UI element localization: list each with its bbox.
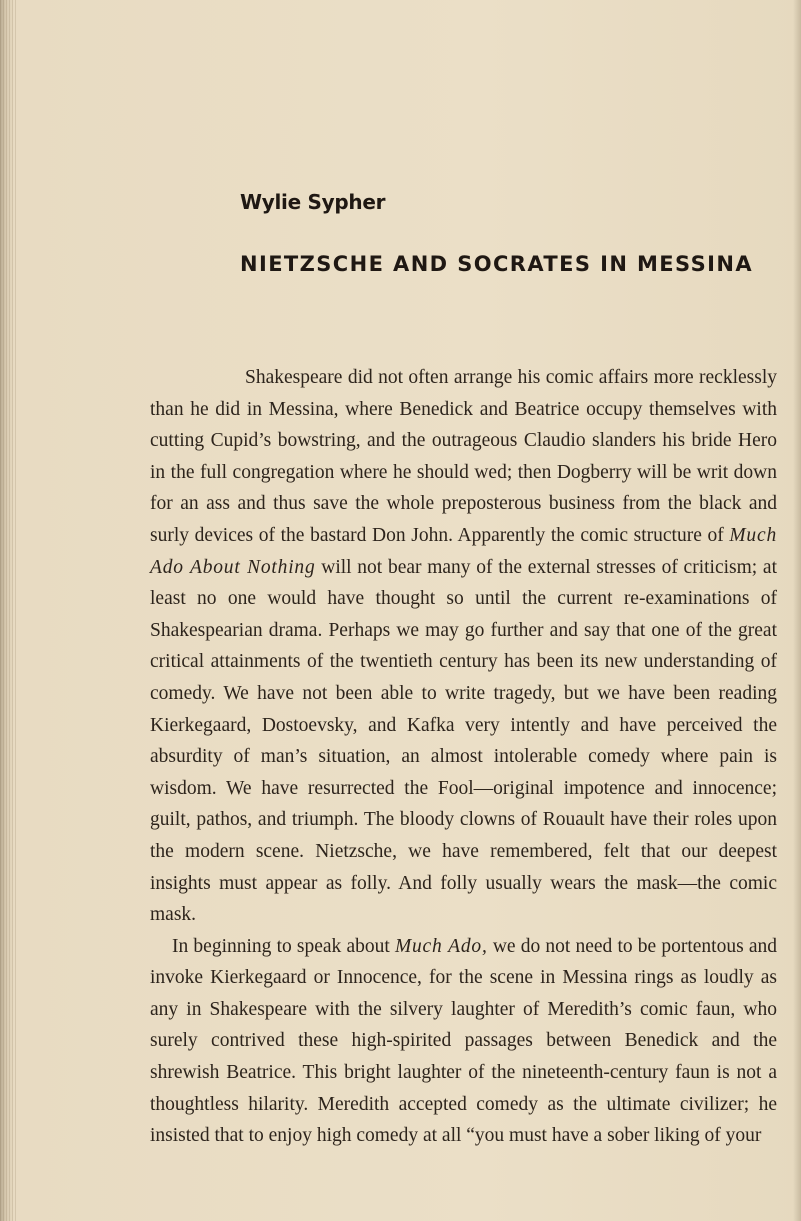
author-name: Wylie Sypher bbox=[240, 190, 386, 214]
paragraph-2-text-b: we do not need to be portentous and invoke Kierkegaard or Innocence, for the scene in Messina rings as loudly as any in Shakespeare with the silvery laughter of Meredith’s comic faun, who surely contrived these high-spirited passages between Benedick and the shrewish Beatrice. This bright laughter of the nineteenth-century faun is not a thoughtless hilarity. Meredith accepted comedy as the ultimate civilizer; he insisted that to enjoy high comedy at all “you must have a sober liking of your bbox=[150, 935, 777, 1147]
play-title-short-italic: Much Ado, bbox=[394, 935, 488, 957]
binding-gutter bbox=[0, 0, 18, 1221]
paragraph-1-text-a: Shakespeare did not often arrange his comic affairs more recklessly than he did in Messina, where Benedick and Beatrice occupy themselves with cutting Cupid’s bowstring, and the outrageous Claudio slanders his bride Hero in the full congregation where he should wed; then Dogberry will be writ down for an ass and thus save the whole preposterous business from the black and surly devices of the bastard Don John. Apparently the comic structure of bbox=[150, 367, 777, 546]
paragraph-1-text-b: will not bear many of the external stresses of criticism; at least no one would have thought so until the current re-examinations of Shakespearian drama. Perhaps we may go further and say that one of the great critical attainments of the twentieth century has been its new understanding of comedy. We have not been able to write tragedy, but we have been reading Kierkegaard, Dostoevsky, and Kafka very intently and have perceived the absurdity of man’s situation, an almost intolerable comedy where pain is wisdom. We have resurrected the Fool—original impotence and innocence; guilt, pathos, and triumph. The bloody clowns of Rouault have their roles upon the modern scene. Nietzsche, we have remembered, felt that our deepest insights must appear as folly. And folly usually wears the mask—the comic mask. bbox=[150, 556, 777, 926]
paragraph-2 bbox=[150, 931, 777, 1152]
article-body bbox=[150, 362, 777, 1152]
article-title: NIETZSCHE AND SOCRATES IN MESSINA bbox=[240, 252, 753, 276]
paragraph-1 bbox=[150, 362, 777, 931]
play-title-italic: Much Ado About Nothing bbox=[150, 524, 777, 578]
page-edge-shadow bbox=[793, 0, 801, 1221]
paragraph-2-text-a: In beginning to speak about bbox=[172, 935, 395, 957]
